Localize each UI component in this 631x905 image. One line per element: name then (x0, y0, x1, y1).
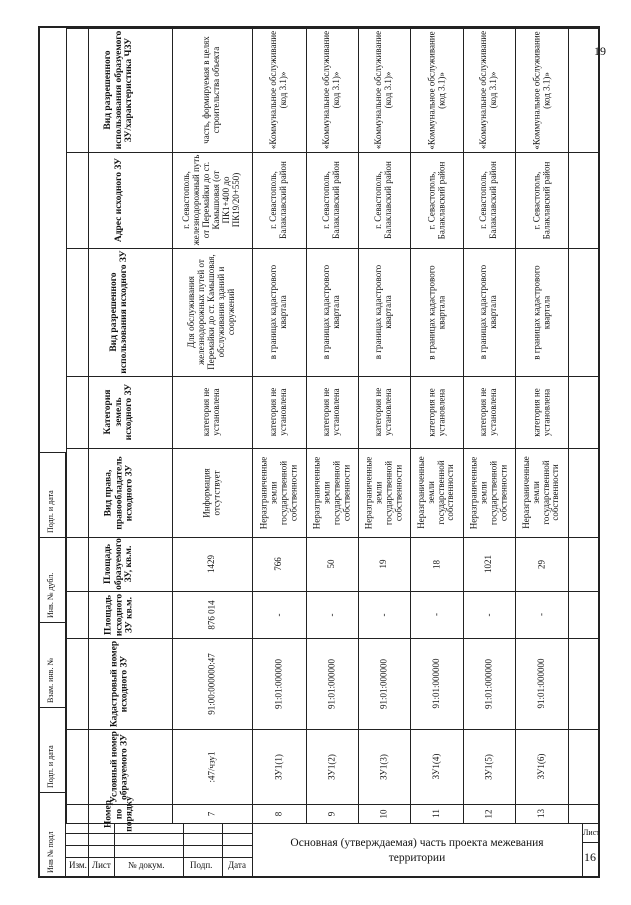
table-cell: категория не установлена (530, 387, 551, 437)
table-cell: «Коммунальное обслуживание (код 3.1)» (268, 30, 288, 150)
table-cell: в границах кадастрового квартала (268, 264, 288, 360)
table-cell: 13 (535, 809, 546, 818)
table-cell: 876 014 (206, 599, 217, 630)
table-cell: 91:01:000000 (535, 658, 546, 709)
table-cell: - (430, 613, 441, 616)
table-cell: 1429 (206, 555, 217, 573)
table-cell: часть, формируемая в целях строительства объекта (201, 36, 221, 144)
table-grid-line (598, 28, 599, 823)
table-cell: в границах кадастрового квартала (373, 264, 393, 360)
table-cell: категория не установлена (373, 387, 393, 437)
table-cell: 91:01:000000 (273, 658, 284, 709)
side-cell (38, 452, 66, 537)
column-header: Адрес исходного ЗУ (113, 157, 124, 243)
table-cell: Неразграниченные земли государственной собственности (415, 456, 456, 529)
table-cell: 8 (273, 811, 284, 816)
table-cell: г. Севастополь, Балаклавский район (268, 161, 288, 239)
table-cell: категория не установлена (321, 387, 341, 437)
document-title (252, 836, 582, 866)
tb-label-sign: Подп. (190, 860, 213, 870)
tb-label-sheet: Лист (92, 860, 111, 870)
table-cell: Неразграниченные земли государственной собственности (311, 456, 351, 529)
side-cell (38, 792, 66, 878)
table-cell: 11 (430, 809, 441, 818)
table-cell: 18 (430, 559, 441, 569)
table-cell: 91:01:000000 (326, 658, 337, 709)
side-cell (38, 537, 66, 622)
table-cell: - (483, 613, 494, 616)
side-cell (38, 622, 66, 707)
table-cell: г. Севастополь, Балаклавский район (373, 161, 393, 239)
table-cell: 7 (206, 811, 217, 816)
table-cell: категория не установлена (478, 387, 498, 437)
side-cell (38, 707, 66, 792)
column-header: Вид разрешенного использования исходного ЗУ (108, 250, 129, 374)
table-cell: категория не установлена (201, 387, 221, 437)
table-cell: 19 (378, 559, 389, 569)
table-cell: категория не установлена (268, 387, 288, 437)
table-cell: ЗУ1(5) (483, 753, 494, 780)
table-cell: категория не установлена (425, 387, 446, 437)
table-cell: 29 (535, 559, 546, 569)
side-label: Подп. и дата (46, 745, 55, 788)
table-cell: Неразграниченные земли государственной собственности (468, 456, 508, 529)
table-cell: 9 (326, 811, 337, 816)
table-cell: 50 (326, 559, 337, 569)
table-cell: - (326, 613, 337, 616)
table-cell: ЗУ1(6) (535, 753, 546, 780)
tb-label-change: Изм. (69, 860, 87, 870)
column-header: Условный номер образуемого ЗУ (108, 730, 129, 803)
table-cell: «Коммунальное обслуживание (код 3.1)» (425, 30, 446, 150)
table-cell: - (273, 613, 284, 616)
table-cell: 10 (378, 809, 389, 818)
table-cell: «Коммунальное обслуживание (код 3.1)» (373, 30, 393, 150)
table-cell: Неразграниченные земли государственной собственности (363, 456, 403, 529)
table-cell: 91:01:000000 (430, 658, 441, 709)
table-cell: 91:01:000000 (483, 658, 494, 709)
table-cell: 766 (273, 557, 284, 571)
table-cell: - (378, 613, 389, 616)
table-cell: в границах кадастрового квартала (321, 264, 341, 360)
table-cell: в границах кадастрового квартала (530, 264, 551, 360)
column-header: Вид разрешенного использования образуемого ЗУ/характеристика ЧЗУ (103, 30, 135, 150)
table-cell: ЗУ1(2) (326, 753, 337, 780)
column-header: Кадастровый номер исходного ЗУ (108, 640, 129, 727)
table-cell: г. Севастополь, Балаклавский район (530, 161, 551, 239)
table-cell: Информация отсутствует (201, 467, 221, 518)
table-cell: г. Севастополь, Балаклавский район (425, 161, 446, 239)
table-cell: - (535, 613, 546, 616)
table-cell: 12 (483, 809, 494, 818)
side-label: Подп. и дата (46, 490, 55, 533)
table-cell: «Коммунальное обслуживание (код 3.1)» (321, 30, 341, 150)
table-cell: г. Севастополь, железнодорожный путь от Перемайки до ст. Камышовая (от ПК1+400 до ПК19/20+550) (181, 154, 241, 246)
tb-label-doc: № докум. (128, 860, 165, 870)
table-cell: 91:00:000000:47 (206, 652, 217, 715)
side-label: Взам. инв. № (46, 657, 55, 703)
table-cell: г. Севастополь, Балаклавский район (321, 161, 341, 239)
table-cell: «Коммунальное обслуживание (код 3.1)» (478, 30, 498, 150)
table-cell: ЗУ1(3) (378, 753, 389, 780)
table-cell: Неразграниченные земли государственной собственности (258, 456, 298, 529)
tb-label-date: Дата (228, 860, 246, 870)
table-cell: ЗУ1(1) (273, 753, 284, 780)
column-header: Площадь исходного ЗУ кв.м. (103, 593, 135, 636)
table-cell: г. Севастополь, Балаклавский район (478, 161, 498, 239)
table-cell: в границах кадастрового квартала (425, 264, 446, 360)
table-cell: в границах кадастрового квартала (478, 264, 498, 360)
side-label: Инв. № дубл. (46, 572, 55, 618)
column-header: Номер по порядку (103, 795, 135, 832)
side-strip (38, 452, 66, 878)
document-title-line2: территории (388, 851, 446, 864)
column-header: Площадь образуемого ЗУ, кв.м. (103, 538, 135, 590)
table-cell: Для обслуживания железнодорожных путей от Перемайки до ст. Камышовая, обслуживания зданий и сооружений (186, 254, 236, 370)
sheet-number: 16 (584, 850, 596, 864)
column-header: Категория земель исходного ЗУ (103, 383, 135, 441)
document-title-line1: Основная (утверждаемая) часть проекта межевания (290, 837, 544, 849)
table-cell: :47/чзу1 (206, 751, 217, 782)
table-cell: Неразграниченные земли государственной собственности (520, 456, 561, 529)
column-header: Вид права, правообладатель исходного ЗУ (103, 455, 135, 530)
table-cell: 91:01:000000 (378, 658, 389, 709)
page-corner-number: 19 (594, 44, 606, 58)
table-cell: ЗУ1(4) (430, 753, 441, 780)
sheet-label: Лист (583, 828, 600, 837)
side-label: Инв № подл (46, 831, 55, 873)
table-cell: 1021 (483, 555, 494, 573)
table-cell: «Коммунальное обслуживание (код 3.1)» (530, 30, 551, 150)
